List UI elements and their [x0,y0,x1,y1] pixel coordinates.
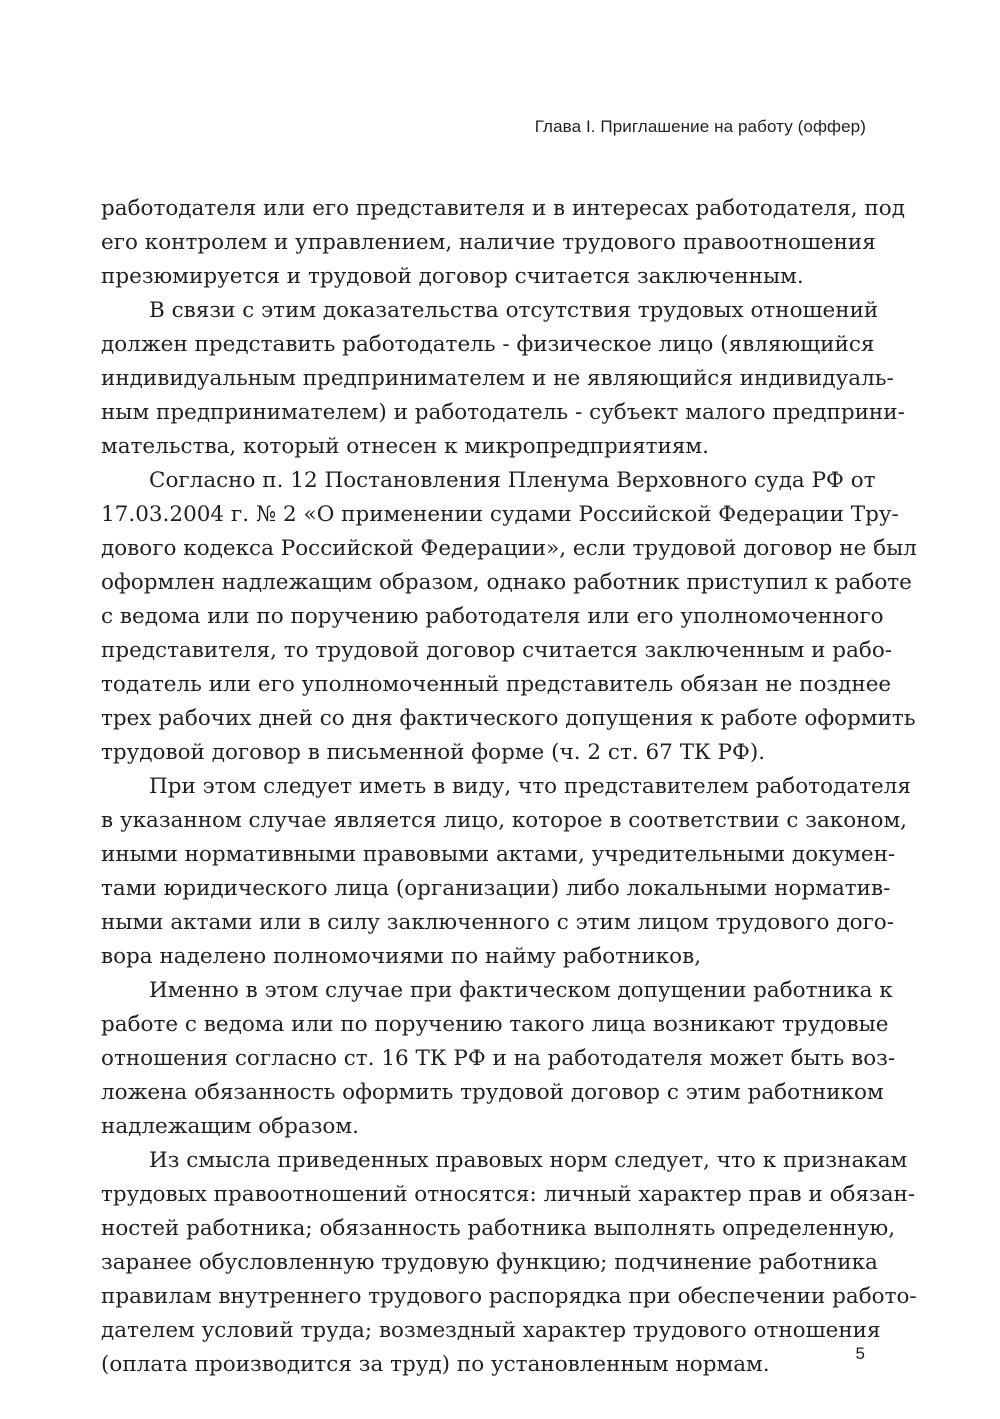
text-line: представителя, то трудовой договор считается заключенным и рабо- [101,638,893,663]
text-line: тодатель или его уполномоченный представитель обязан не позднее [101,672,892,697]
text-line: вора наделено полномочиями по найму работников, [101,944,702,969]
text-line: работодателя или его представителя и в интересах работодателя, под [101,196,905,221]
text-line: должен представить работодатель - физическое лицо (являющийся [101,332,875,357]
text-line: Именно в этом случае при фактическом допущении работника к [149,978,893,1003]
text-line: в указанном случае является лицо, которое в соответствии с законом, [101,808,907,833]
text-line: (оплата производится за труд) по установленным нормам. [101,1352,770,1377]
running-header: Глава I. Приглашение на работу (оффер) [534,117,866,136]
text-line: ным предпринимателем) и работодатель - субъект малого предприни- [101,400,905,425]
paragraph [101,770,911,974]
text-line: Из смысла приведенных правовых норм следует, что к признакам [149,1148,908,1173]
text-line: отношения согласно ст. 16 ТК РФ и на работодателя может быть воз- [101,1046,896,1071]
page-number: 5 [855,1344,865,1363]
text-line: В связи с этим доказательства отсутствия трудовых отношений [149,298,879,323]
text-line: ными актами или в силу заключенного с этим лицом трудового дого- [101,910,894,935]
text-line: тами юридического лица (организации) либо локальными норматив- [101,876,891,901]
text-line: Согласно п. 12 Постановления Пленума Верховного суда РФ от [149,468,876,493]
text-line: надлежащим образом. [101,1114,359,1139]
text-line: заранее обусловленную трудовую функцию; подчинение работника [101,1250,878,1275]
text-line: работе с ведома или по поручению такого лица возникают трудовые [101,1012,889,1037]
text-line: презюмируется и трудовой договор считается заключенным. [101,264,804,289]
text-line: трудовой договор в письменной форме (ч. 2 ст. 67 ТК РФ). [101,740,766,765]
text-line: ложена обязанность оформить трудовой договор с этим работником [101,1080,884,1105]
paragraph [101,1144,917,1382]
text-line: дового кодекса Российской Федерации», если трудовой договор не был [101,536,917,561]
text-line: ностей работника; обязанность работника выполнять определенную, [101,1216,896,1241]
text-line: с ведома или по поручению работодателя или его уполномоченного [101,604,884,629]
text-line: При этом следует иметь в виду, что представителем работодателя [149,774,911,799]
text-line: трудовых правоотношений относятся: личный характер прав и обязан- [101,1182,916,1207]
text-line: индивидуальным предпринимателем и не являющийся индивидуаль- [101,366,894,391]
text-line: мательства, который отнесен к микропредприятиям. [101,434,709,459]
text-line: правилам внутреннего трудового распорядка при обеспечении работо- [101,1284,917,1309]
paragraph [101,192,905,294]
text-line: иными нормативными правовыми актами, учредительными докумен- [101,842,896,867]
body-text [101,192,917,1382]
text-line: оформлен надлежащим образом, однако работник приступил к работе [101,570,912,595]
text-line: его контролем и управлением, наличие трудового правоотношения [101,230,876,255]
paragraph [101,464,917,770]
paragraph [101,294,905,464]
text-line: дателем условий труда; возмездный характер трудового отношения [101,1318,881,1343]
text-line: трех рабочих дней со дня фактического допущения к работе оформить [101,706,916,731]
text-line: 17.03.2004 г. № 2 «О применении судами Российской Федерации Тру- [101,502,899,527]
paragraph [101,974,896,1144]
